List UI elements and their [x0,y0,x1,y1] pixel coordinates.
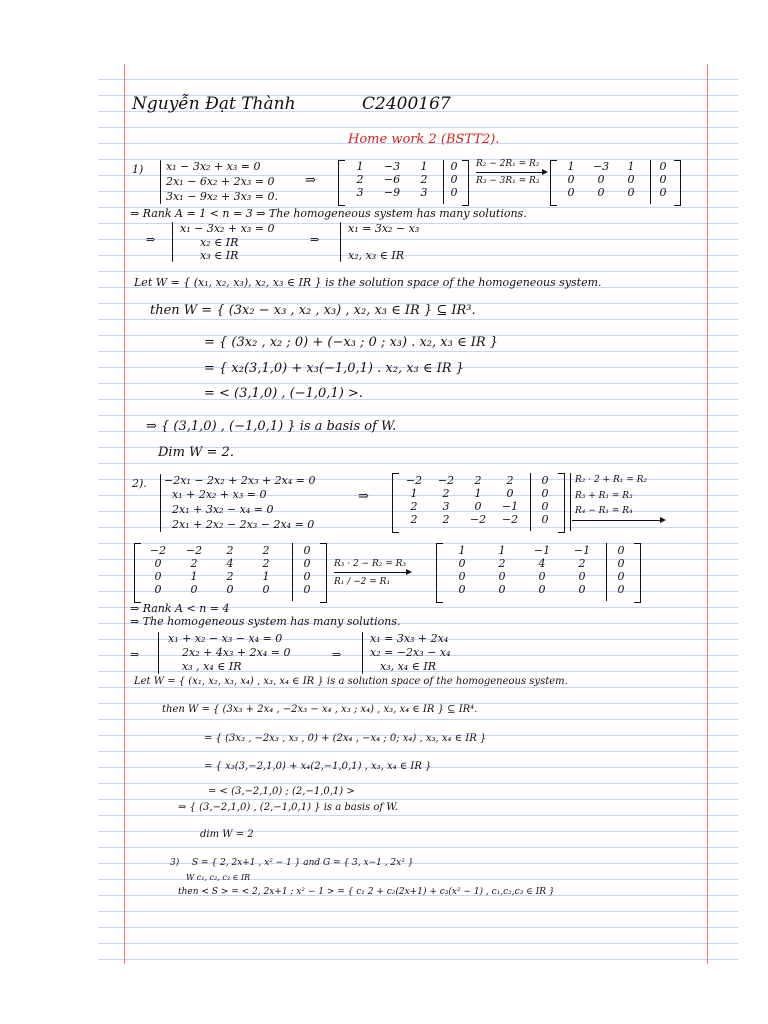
matrix-cell: 1 [262,570,270,583]
p2-rank-statement: ⇒ Rank A < n = 4 [130,602,230,615]
matrix-cell: −3 [592,160,610,173]
matrix-cell: 4 [226,557,234,570]
right-margin-line [707,64,708,964]
matrix-cell: 0 [154,570,162,583]
matrix-cell: 2 [190,557,198,570]
p1-equation-3: = < (3,1,0) , (−1,0,1) >. [204,386,363,401]
matrix-cell: 0 [567,186,575,199]
p1-rank-statement: ⇒ Rank A = 1 < n = 3 ⇒ The homogeneous system has many solutions. [130,207,527,220]
p1-basis-statement: ⇒ { (3,1,0) , (−1,0,1) } is a basis of W. [146,419,397,434]
p2-row-op-arrow-2 [334,572,410,573]
p2-then-statement: then W = { (3x₃ + 2x₄ , −2x₃ − x₄ , x₃ ; x₄) , x₃, x₄ ∈ IR } ⊆ IR⁴. [162,704,478,715]
matrix-cell: 1 [356,160,364,173]
p1-solB-1: x₁ = 3x₂ − x₃ [348,222,420,235]
p2-ops-divider [570,473,571,531]
p1-equation-2: = { x₂(3,1,0) + x₃(−1,0,1) . x₂, x₃ ∈ IR } [204,361,464,376]
p2-implies: ⇒ [358,489,369,504]
p1-aug1-right-bracket [462,160,469,206]
matrix-cell: 2 [442,513,450,526]
p2-aug2-divider [292,543,293,601]
problem-3-label: 3) [170,858,180,868]
matrix-cell: 1 [420,160,428,173]
matrix-cell: 1 [190,570,198,583]
matrix-cell: −6 [383,173,401,186]
p1-row-op-arrow [476,172,546,173]
p2-aug3-rhs [610,544,632,596]
matrix-cell: −2 [405,474,423,487]
matrix-cell: 0 [567,173,575,186]
p2-row-op-1: R₂ · 2 + R₁ = R₂ [575,475,647,485]
matrix-cell: 0 [617,557,625,570]
matrix-cell: −3 [383,160,401,173]
p2-dimension: dim W = 2 [200,829,254,840]
p1-aug1-rhs [446,160,462,199]
p1-implies: ⇒ [305,173,316,188]
p2-solA-1: x₁ + x₂ − x₃ − x₄ = 0 [168,632,283,645]
matrix-cell: −1 [533,544,551,557]
matrix-cell: 0 [578,583,586,596]
matrix-cell: 2 [226,570,234,583]
matrix-cell: 0 [498,583,506,596]
p2-many-solutions: ⇒ The homogeneous system has many solutions. [130,615,401,628]
matrix-cell: 0 [458,583,466,596]
p1-aug2-right-bracket [674,160,681,206]
p1-aug1-divider [443,160,444,204]
p1-aug2-rhs [654,160,672,199]
matrix-cell: 0 [262,583,270,596]
p1-row-op-2: R₃ − 3R₁ = R₃ [476,176,540,186]
p1-row-op-1: R₂ − 2R₁ = R₂ [476,159,540,169]
matrix-cell: −2 [501,513,519,526]
matrix-cell: 0 [474,500,482,513]
matrix-cell: 0 [303,544,311,557]
p2-aug2-matrix [140,544,284,596]
matrix-cell: 0 [458,570,466,583]
matrix-cell: 2 [410,500,418,513]
matrix-cell: 1 [567,160,575,173]
matrix-cell: 0 [617,544,625,557]
matrix-cell: 1 [458,544,466,557]
left-margin-line [124,64,125,964]
p1-solA-3: x₃ ∈ IR [200,249,239,262]
matrix-cell: 0 [498,570,506,583]
matrix-cell: 0 [659,186,667,199]
matrix-cell: 2 [442,487,450,500]
matrix-cell: 0 [450,186,458,199]
matrix-cell: 2 [262,544,270,557]
matrix-cell: −2 [469,513,487,526]
matrix-cell: 0 [578,570,586,583]
p1-equation-1: = { (3x₂ , x₂ ; 0) + (−x₃ ; 0 ; x₃) . x₂, x₃ ∈ IR } [204,335,499,350]
matrix-cell: 0 [190,583,198,596]
matrix-cell: 0 [617,570,625,583]
matrix-cell: 1 [474,487,482,500]
p2-aug1-rhs [534,474,556,526]
matrix-cell: −2 [437,474,455,487]
p2-solB-2: x₂ = −2x₃ − x₄ [370,646,451,659]
p1-dimension: Dim W = 2. [158,445,234,460]
p2-eq-4: 2x₁ + 2x₂ − 2x₃ − 2x₄ = 0 [172,518,315,531]
matrix-cell: −9 [383,186,401,199]
p3-coefficients: W c₁, c₂, c₃ ∈ IR [186,873,251,882]
p2-eq-2: x₁ + 2x₂ + x₃ = 0 [172,488,267,501]
p1-solA-2: x₂ ∈ IR [200,236,239,249]
matrix-cell: 0 [458,557,466,570]
matrix-cell: 0 [303,583,311,596]
p2-row-op-arrow-1 [572,520,664,521]
matrix-cell: 0 [627,173,635,186]
matrix-cell: 1 [498,544,506,557]
matrix-cell: 0 [541,487,549,500]
matrix-cell: 2 [262,557,270,570]
matrix-cell: 0 [303,570,311,583]
matrix-cell: 4 [538,557,546,570]
matrix-cell: 0 [597,173,605,186]
student-name: Nguyễn Đạt Thành [132,94,296,114]
matrix-cell: 0 [450,160,458,173]
matrix-cell: 0 [659,160,667,173]
problem-1-label: 1) [132,163,144,176]
matrix-cell: 0 [659,173,667,186]
p2-solB-3: x₃, x₄ ∈ IR [380,660,436,673]
p2-eq-1: −2x₁ − 2x₂ + 2x₃ + 2x₄ = 0 [164,474,316,487]
matrix-cell: 2 [420,173,428,186]
p2-aug1-divider [530,473,531,531]
p2-solA-arrow: ⇒ [130,648,140,661]
matrix-cell: 3 [420,186,428,199]
matrix-cell: 0 [541,513,549,526]
matrix-cell: 0 [538,570,546,583]
matrix-cell: 0 [154,583,162,596]
matrix-cell: 2 [410,513,418,526]
p2-row-op-3: R₄ − R₁ = R₄ [575,506,633,516]
p3-sets: S = { 2, 2x+1 , x² − 1 } and G = { 3, x−1 , 2x² } [192,858,414,868]
matrix-cell: 0 [226,583,234,596]
matrix-cell: 0 [538,583,546,596]
p1-solB-arrow: ⇒ [310,233,320,246]
p1-aug1-matrix [344,160,440,199]
p2-equation-1: = { (3x₃ , −2x₃ , x₃ , 0) + (2x₄ , −x₄ ; 0; x₄) , x₃, x₄ ∈ IR } [204,733,487,744]
p1-eq-2: 2x₁ − 6x₂ + 2x₃ = 0 [166,175,275,188]
p2-solB-brace [362,632,363,674]
matrix-cell: 0 [154,557,162,570]
p1-let-statement: Let W = { (x₁, x₂, x₃), x₂, x₃ ∈ IR } is the solution space of the homogeneous system. [134,276,602,289]
problem-2-label: 2). [132,477,147,490]
p2-aug3-matrix [442,544,602,596]
p2-aug1-matrix [398,474,526,526]
p1-eq-1: x₁ − 3x₂ + x₃ = 0 [166,160,261,173]
p1-solA-arrow: ⇒ [146,233,156,246]
student-id: C2400167 [362,94,451,114]
p2-aug3-divider [606,543,607,601]
matrix-cell: 2 [356,173,364,186]
matrix-cell: 0 [303,557,311,570]
p1-then-statement: then W = { (3x₂ − x₃ , x₂ , x₃) , x₂, x₃ ∈ IR } ⊆ IR³. [150,303,476,318]
p2-basis-statement: ⇒ { (3,−2,1,0) , (2,−1,0,1) } is a basis of W. [178,802,398,813]
p2-equation-3: = < (3,−2,1,0) ; (2,−1,0,1) > [208,786,355,797]
matrix-cell: 0 [450,173,458,186]
matrix-cell: 0 [541,474,549,487]
matrix-cell: 3 [356,186,364,199]
matrix-cell: 0 [597,186,605,199]
p1-eq-3: 3x₁ − 9x₂ + 3x₃ = 0. [166,190,278,203]
matrix-cell: 1 [627,160,635,173]
p1-solA-1: x₁ − 3x₂ + x₃ = 0 [180,222,275,235]
homework-title: Home work 2 (BSTT2). [348,132,500,147]
p2-aug1-right-bracket [558,473,565,533]
p2-row-op-2: R₃ + R₁ = R₃ [575,491,633,501]
p2-solB-arrow: ⇒ [332,648,342,661]
matrix-cell: −1 [573,544,591,557]
p2-aug2-right-bracket [320,543,327,603]
p1-solA-brace [172,222,173,262]
p1-aug2-divider [650,160,651,204]
matrix-cell: 1 [410,487,418,500]
p2-equation-2: = { x₃(3,−2,1,0) + x₄(2,−1,0,1) , x₃, x₄ ∈ IR } [204,761,432,772]
matrix-cell: 2 [506,474,514,487]
matrix-cell: −2 [149,544,167,557]
p1-solB-brace [340,222,341,262]
matrix-cell: 2 [226,544,234,557]
matrix-cell: 0 [617,583,625,596]
p1-solB-2: x₂, x₃ ∈ IR [348,249,404,262]
p2-solB-1: x₁ = 3x₃ + 2x₄ [370,632,449,645]
matrix-cell: 0 [506,487,514,500]
p3-span-statement: then < S > = < 2, 2x+1 ; x² − 1 > = { c₁ 2 + c₂(2x+1) + c₃(x² − 1) , c₁,c₂,c₃ ∈ IR } [178,887,555,897]
matrix-cell: 2 [578,557,586,570]
matrix-cell: 2 [498,557,506,570]
p2-row-op-4: R₃ · 2 − R₂ = R₃ [334,559,406,569]
p2-eq-3: 2x₁ + 3x₂ − x₄ = 0 [172,503,274,516]
p2-solA-brace [158,632,159,674]
matrix-cell: −1 [501,500,519,513]
p2-aug3-right-bracket [634,543,641,603]
p2-row-op-5: R₁ / −2 = R₁ [334,577,391,587]
matrix-cell: −2 [185,544,203,557]
p2-let-statement: Let W = { (x₁, x₂, x₃, x₄) , x₃, x₄ ∈ IR } is a solution space of the homogeneous system. [134,676,568,687]
matrix-cell: 0 [627,186,635,199]
p2-solA-2: 2x₂ + 4x₃ + 2x₄ = 0 [182,646,291,659]
p2-solA-3: x₃ , x₄ ∈ IR [182,660,242,673]
matrix-cell: 0 [541,500,549,513]
p2-aug2-rhs [296,544,318,596]
p1-system-brace [160,160,161,204]
matrix-cell: 2 [474,474,482,487]
matrix-cell: 3 [442,500,450,513]
p1-aug2-matrix [556,160,646,199]
p2-system-brace [160,474,161,532]
